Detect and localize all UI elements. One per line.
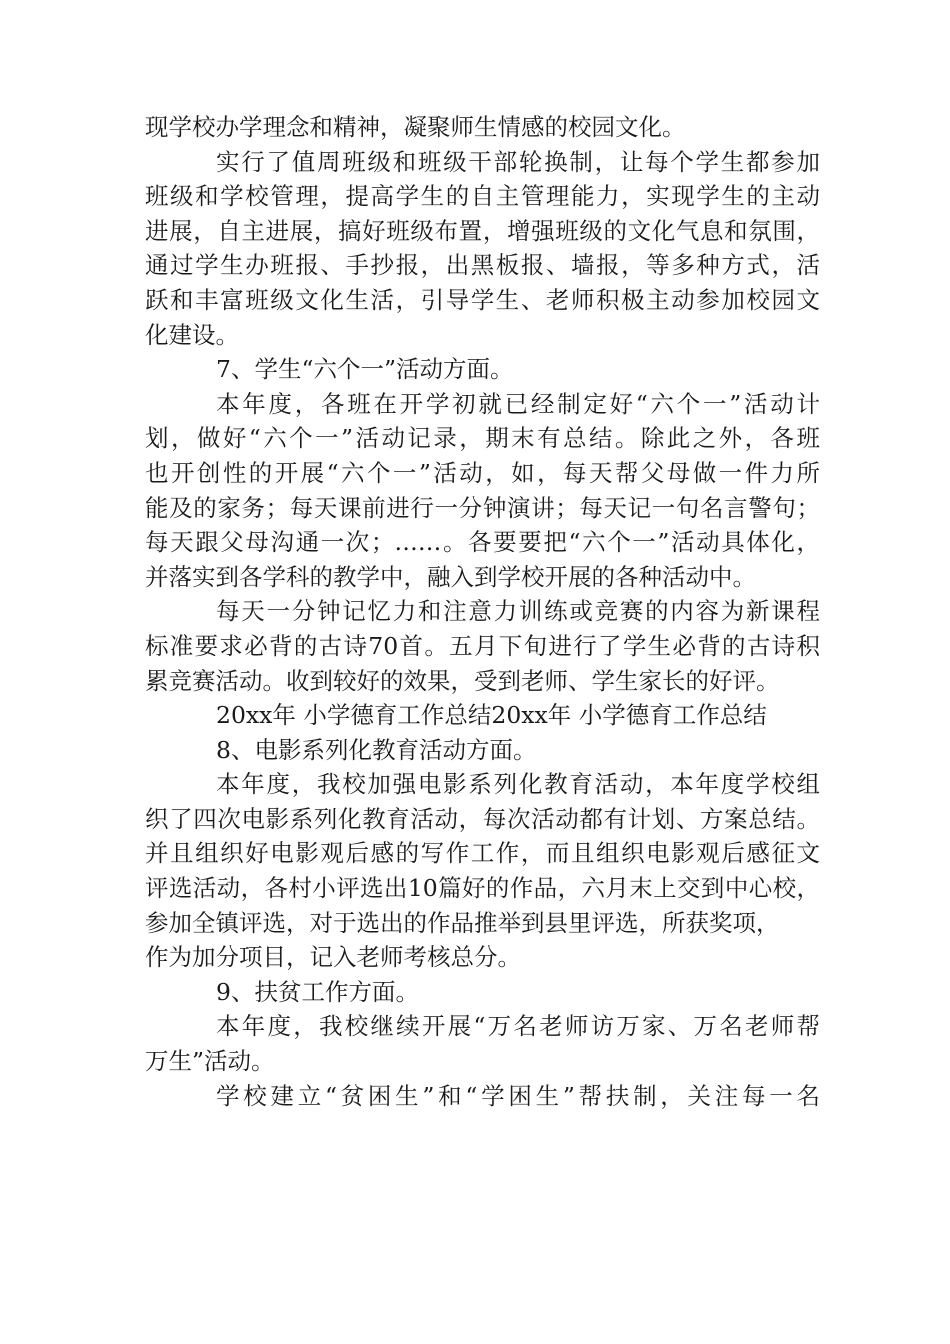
text-line: 本年度，我校加强电影系列化教育活动，本年度学校组 — [216, 770, 820, 799]
text-line: 划，做好“六个一”活动记录，期末有总结。除此之外，各班 — [145, 424, 820, 453]
text-line: 实行了值周班级和班级干部轮换制，让每个学生都参加 — [216, 147, 820, 176]
text-line: 本年度，我校继续开展“万名老师访万家、万名老师帮 — [216, 1012, 820, 1041]
text-line: 通过学生办班报、手抄报，出黑板报、墙报，等多种方式，活 — [145, 251, 820, 280]
text-line: 作为加分项目，记入老师考核总分。 — [145, 943, 521, 972]
text-line: 累竞赛活动。收到较好的效果，受到老师、学生家长的好评。 — [145, 666, 780, 695]
text-line: 进展，自主进展，搞好班级布置，增强班级的文化气息和氛围， — [145, 216, 820, 245]
text-line: 每天一分钟记忆力和注意力训练或竞赛的内容为新课程 — [216, 597, 820, 626]
text-line: 9、扶贫工作方面。 — [216, 977, 419, 1006]
text-line: 并且组织好电影观后感的写作工作，而且组织电影观后感征文 — [145, 839, 820, 868]
text-line: 化建设。 — [145, 320, 239, 349]
text-line: 并落实到各学科的教学中，融入到学校开展的各种活动中。 — [145, 562, 756, 591]
text-line: 8、电影系列化教育活动方面。 — [216, 735, 537, 764]
text-line: 跃和丰富班级文化生活，引导学生、老师积极主动参加校园文 — [145, 285, 820, 314]
text-line: 能及的家务；每天课前进行一分钟演讲；每天记一句名言警句； — [145, 493, 820, 522]
text-line: 万生”活动。 — [145, 1047, 275, 1076]
text-line: 评选活动，各村小评选出10篇好的作品，六月末上交到中心校， — [145, 874, 820, 903]
text-line: 现学校办学理念和精神，凝聚师生情感的校园文化。 — [145, 113, 686, 141]
document-body — [145, 110, 820, 1113]
text-line: 也开创性的开展“六个一”活动，如，每天帮父母做一件力所 — [145, 458, 820, 487]
text-line: 标准要求必背的古诗70首。五月下旬进行了学生必背的古诗积 — [145, 631, 820, 660]
text-line: 7、学生“六个一”活动方面。 — [216, 355, 514, 384]
text-line: 每天跟父母沟通一次；……。各要要把“六个一”活动具体化， — [145, 528, 820, 557]
text-line: 参加全镇评选，对于选出的作品推举到县里评选，所获奖项， — [145, 908, 780, 937]
text-line: 学校建立“贫困生”和“学困生”帮扶制，关注每一名 — [216, 1081, 820, 1110]
text-line: 织了四次电影系列化教育活动，每次活动都有计划、方案总结。 — [145, 804, 820, 833]
text-line: 本年度，各班在开学初就已经制定好“六个一”活动计 — [216, 389, 820, 418]
text-line: 20xx年 小学德育工作总结20xx年 小学德育工作总结 — [216, 701, 767, 730]
text-line: 班级和学校管理，提高学生的自主管理能力，实现学生的主动 — [145, 182, 820, 211]
